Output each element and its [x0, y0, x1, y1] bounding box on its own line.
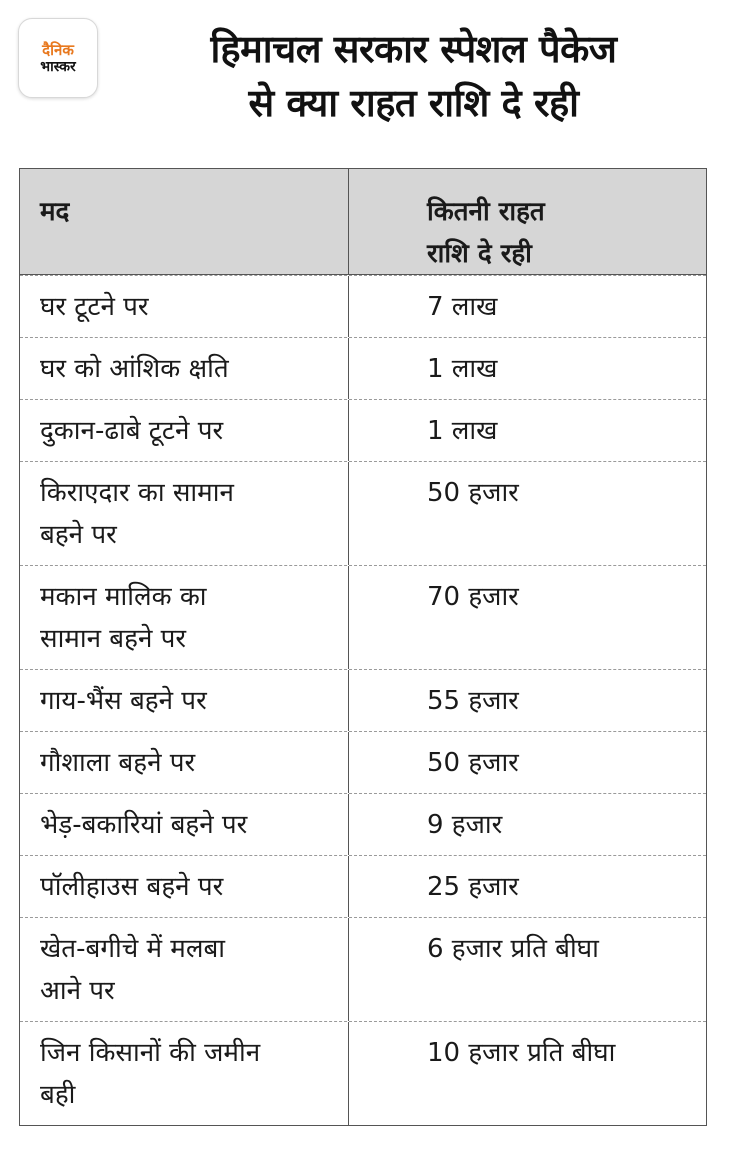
amount-cell [349, 338, 706, 399]
item-cell [20, 462, 349, 565]
logo-text-top: दैनिक [42, 40, 74, 59]
amount-text: 50 हजार [427, 478, 519, 508]
table-row [20, 793, 706, 855]
header-amount-label-line-1: कितनी राहत [427, 197, 545, 227]
amount-cell [349, 400, 706, 461]
header-item-label: मद [40, 197, 70, 227]
title-line-1: हिमाचल सरकार स्पेशल पैकेज [210, 27, 617, 71]
amount-text: 55 हजार [427, 686, 519, 716]
amount-cell [349, 276, 706, 337]
table-header-row [20, 169, 706, 275]
dainik-bhaskar-logo [18, 18, 98, 98]
item-text-line-1: मकान मालिक का [40, 582, 207, 612]
table-row [20, 731, 706, 793]
item-cell [20, 338, 349, 399]
amount-cell [349, 566, 706, 669]
amount-cell [349, 462, 706, 565]
title-line-2: से क्या राहत राशि दे रही [248, 81, 579, 125]
item-text-line-2: आने पर [40, 976, 115, 1006]
item-text: भेड़-बकारियां बहने पर [40, 810, 248, 840]
item-cell [20, 732, 349, 793]
item-text-line-2: सामान बहने पर [40, 624, 187, 654]
amount-text: 70 हजार [427, 582, 519, 612]
amount-cell [349, 670, 706, 731]
amount-text: 6 हजार प्रति बीघा [427, 934, 599, 964]
table-row [20, 337, 706, 399]
table-row [20, 669, 706, 731]
header-amount-cell [349, 169, 706, 274]
amount-cell [349, 794, 706, 855]
table-row [20, 855, 706, 917]
item-text: गाय-भैंस बहने पर [40, 686, 207, 716]
item-cell [20, 1022, 349, 1125]
item-text-line-1: किराएदार का सामान [40, 478, 234, 508]
amount-cell [349, 732, 706, 793]
item-cell [20, 918, 349, 1021]
amount-text: 1 लाख [427, 416, 498, 446]
item-text-line-1: जिन किसानों की जमीन [40, 1038, 261, 1068]
item-text-line-1: खेत-बगीचे में मलबा [40, 934, 226, 964]
amount-cell [349, 856, 706, 917]
item-text: गौशाला बहने पर [40, 748, 196, 778]
logo-text-bottom: भास्कर [40, 58, 76, 75]
item-text-line-2: बही [40, 1080, 76, 1110]
table-row [20, 399, 706, 461]
item-cell [20, 670, 349, 731]
item-cell [20, 400, 349, 461]
table-row [20, 461, 706, 565]
item-text: पॉलीहाउस बहने पर [40, 872, 224, 902]
table-row [20, 565, 706, 669]
amount-text: 1 लाख [427, 354, 498, 384]
item-cell [20, 794, 349, 855]
item-cell [20, 276, 349, 337]
item-text: घर टूटने पर [40, 292, 149, 322]
amount-text: 25 हजार [427, 872, 519, 902]
relief-table [19, 168, 707, 1126]
header-item-cell [20, 169, 349, 274]
amount-text: 50 हजार [427, 748, 519, 778]
table-row [20, 275, 706, 337]
table-row [20, 917, 706, 1021]
amount-cell [349, 1022, 706, 1125]
table-row [20, 1021, 706, 1125]
amount-text: 10 हजार प्रति बीघा [427, 1038, 616, 1068]
item-cell [20, 566, 349, 669]
amount-text: 9 हजार [427, 810, 503, 840]
amount-cell [349, 918, 706, 1021]
header-amount-label-line-2: राशि दे रही [427, 239, 532, 269]
amount-text: 7 लाख [427, 292, 498, 322]
item-text-line-2: बहने पर [40, 520, 117, 550]
item-text: दुकान-ढाबे टूटने पर [40, 416, 224, 446]
page-title [105, 22, 722, 130]
item-cell [20, 856, 349, 917]
item-text: घर को आंशिक क्षति [40, 354, 229, 384]
